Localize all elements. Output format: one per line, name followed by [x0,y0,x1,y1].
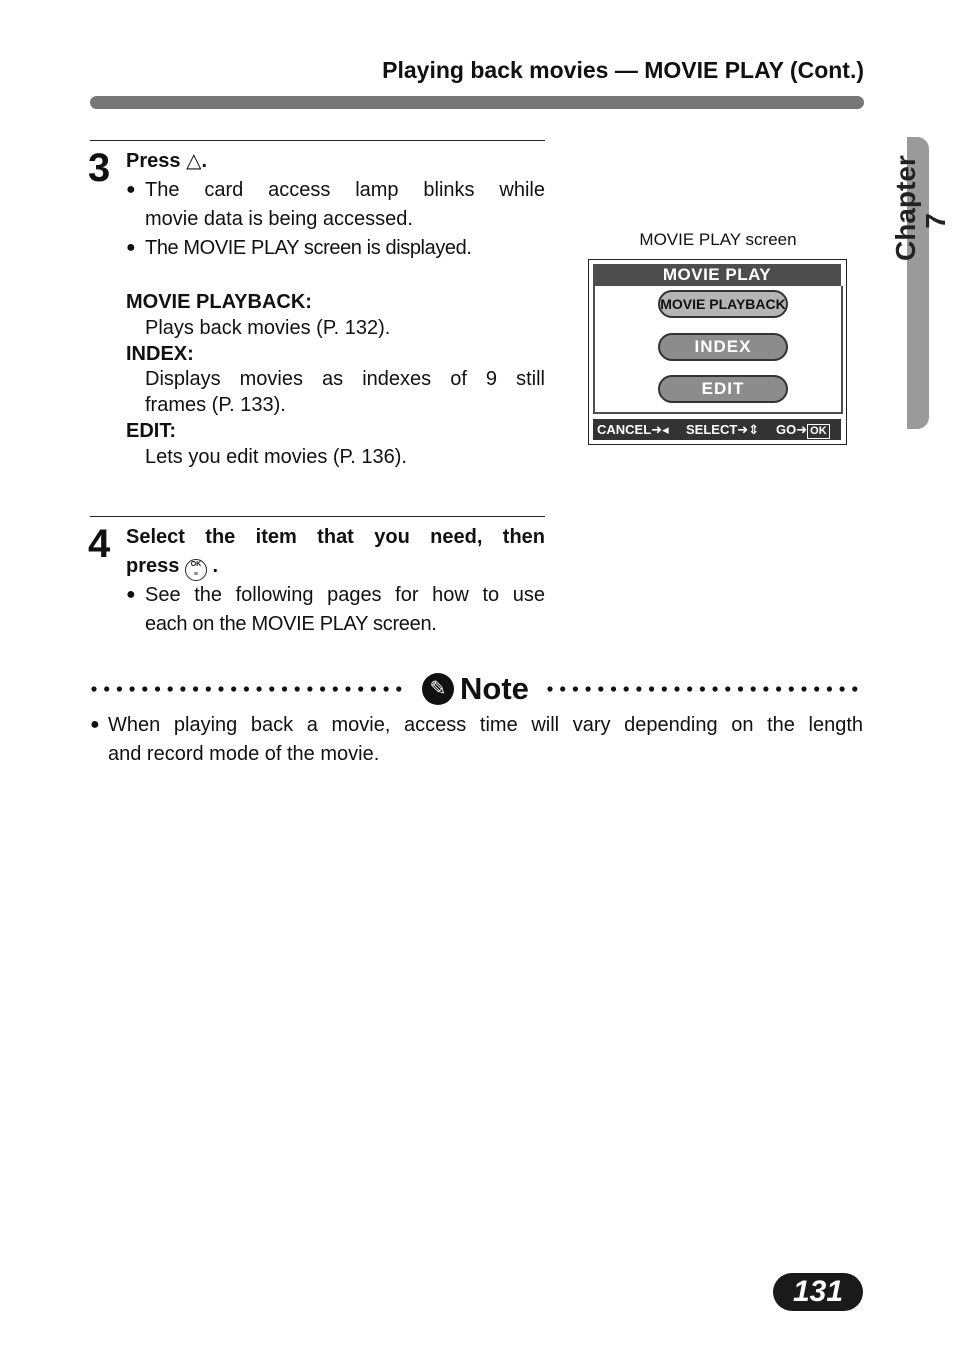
page-header-title: Playing back movies — MOVIE PLAY (Cont.) [382,57,864,83]
dot [345,686,350,691]
term-index-desc-line1: Displays movies as indexes of 9 still [145,368,545,390]
dot [320,686,325,691]
dot [814,686,819,691]
term-edit-desc: Lets you edit movies (P. 136). [145,446,407,468]
dot [700,686,705,691]
dot [586,686,591,691]
screen-body [593,286,843,414]
dot [827,686,832,691]
bullet-dot: ● [90,716,100,733]
right-arrow-icon: ➜ [796,422,808,437]
dot [180,686,185,691]
dot [547,686,552,691]
dot [674,686,679,691]
note-label: Note [460,671,529,706]
header-bar [90,96,864,109]
screen-footer [593,419,841,440]
step3-rule [90,140,545,141]
dot [142,686,147,691]
note-dots-left [90,681,410,695]
note-bullet1-line1: When playing back a movie, access time will vary depending on the length [108,714,863,736]
step4-number: 4 [88,522,111,566]
step3-number: 3 [88,146,111,190]
up-down-arrow-icon: ➜⇕ [737,422,760,437]
ok-box-icon: OK [807,424,830,439]
menu-item-index: INDEX [658,333,788,361]
note-bullet1-line2: and record mode of the movie. [108,743,380,765]
footer-cancel: CANCEL➜◂ [597,422,669,437]
bullet-dot: ● [126,586,136,603]
dot [687,686,692,691]
dot [117,686,122,691]
dot [168,686,173,691]
dot [751,686,756,691]
step4-heading-line2 [126,552,218,581]
dot [384,686,389,691]
page-number: 131 [792,1275,844,1308]
dot [649,686,654,691]
dot [282,686,287,691]
dot [130,686,135,691]
term-index-desc-line2: frames (P. 133). [145,394,286,416]
movie-play-screen [588,259,847,445]
dot [206,686,211,691]
step3-heading-suffix: . [201,150,208,172]
chapter-label: Chapter 7 [890,155,951,261]
step3-bullet1-line1: The card access lamp blinks while [145,179,545,201]
dot [91,686,96,691]
dot [801,686,806,691]
term-movie-playback: MOVIE PLAYBACK: [126,291,312,313]
dot [738,686,743,691]
menu-item-movie-playback: MOVIE PLAYBACK [658,290,788,318]
ok-button-icon: OK ≡ [185,559,207,581]
dot [776,686,781,691]
left-arrow-icon: ➜◂ [651,422,669,437]
bullet-dot: ● [126,181,136,198]
dot [371,686,376,691]
dot [598,686,603,691]
dot [269,686,274,691]
screen-title: MOVIE PLAY [662,265,772,284]
term-index: INDEX: [126,343,194,365]
step4-bullet1-line1: See the following pages for how to use [145,584,545,606]
dot [852,686,857,691]
footer-select: SELECT➜⇕ [686,422,760,437]
dot [763,686,768,691]
dot [295,686,300,691]
dot [636,686,641,691]
note-icon: ✎ [422,673,454,705]
up-triangle-icon: △ [186,150,202,172]
dot [840,686,845,691]
footer-go: GO➜ OK [776,419,830,440]
step4-rule [90,516,545,517]
dot [257,686,262,691]
menu-item-edit: EDIT [658,375,788,403]
dot [573,686,578,691]
dot [560,686,565,691]
dot [307,686,312,691]
dot [662,686,667,691]
step4-bullet1-line2: each on the MOVIE PLAY screen. [145,613,437,635]
dot [193,686,198,691]
screen-caption: MOVIE PLAY screen [639,230,797,249]
step3-heading-prefix: Press [126,150,181,172]
dot [396,686,401,691]
dot [333,686,338,691]
dot [789,686,794,691]
bullet-dot: ● [126,239,136,256]
step4-heading-line1: Select the item that you need, then [126,526,545,548]
step3-heading [126,147,207,175]
dot [104,686,109,691]
note-dots-right [546,681,864,695]
dot [231,686,236,691]
dot [244,686,249,691]
term-movie-playback-desc: Plays back movies (P. 132). [145,317,391,339]
dot [624,686,629,691]
dot [358,686,363,691]
dot [218,686,223,691]
dot [611,686,616,691]
dot [725,686,730,691]
step4-heading-press: press [126,555,180,577]
step4-heading-suffix: . [212,555,219,577]
term-edit: EDIT: [126,420,176,442]
step3-bullet2-line1: The MOVIE PLAY screen is displayed. [145,237,472,259]
step3-bullet1-line2: movie data is being accessed. [145,208,413,230]
dot [713,686,718,691]
dot [155,686,160,691]
